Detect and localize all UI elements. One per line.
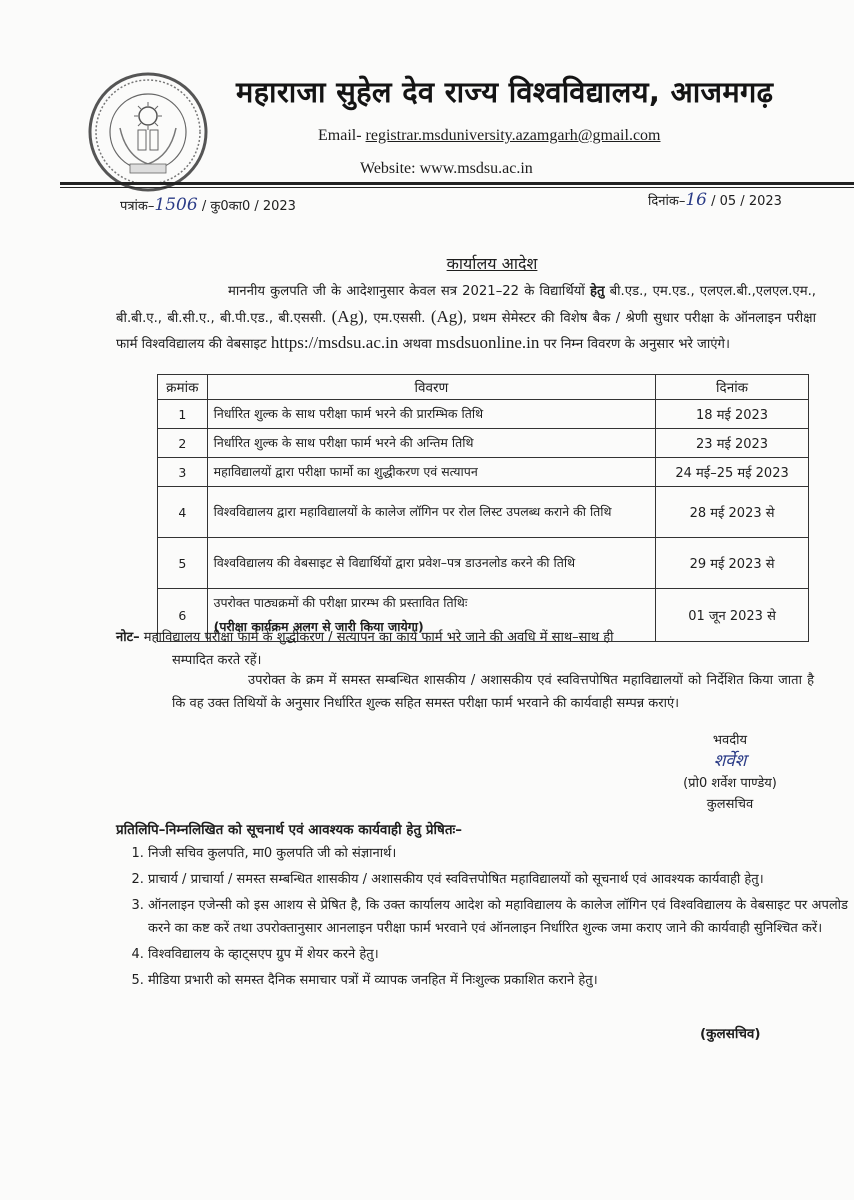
order-text-ag: (Ag) [430,306,463,326]
order-text-bold: हेतु [589,284,605,299]
online-portal-url[interactable]: msdsuonline.in [435,333,540,352]
row-date: 28 मई 2023 से [656,487,809,538]
order-text: , एम.एससी. [363,310,431,326]
signature-block [650,730,810,815]
row-serial: 3 [158,458,208,487]
order-text: , प्रथम सेमेस्टर की विशेष बैक / श्रेणी सुधार परीक्षा के ऑनलाइन परीक्षा फार्म विश्वविद्यालय की वेबसाइट [116,310,816,352]
list-item: 2. प्राचार्य / प्राचार्या / समस्त सम्बन्धित शासकीय / अशासकीय एवं स्ववित्तपोषित महाविद्यालयों को सूचनार्थ एवं आवश्यक कार्यवाही हेतु। [148,868,848,891]
list-item: 3. ऑनलाइन एजेन्सी को इस आशय से प्रेषित है, कि उक्त कार्यालय आदेश को महाविद्यालय के कालेज लॉगिन एवं विश्वविद्यालय के वेबसाइट पर अपलोड करने का कष्ट करें तथा उपरोक्तानुसार आनलाइन परीक्षा फार्म भरवाने एवं ऑनलाइन निर्धारित शुल्क जमा कराए जाने की कार्यवाही सुनिश्चित करें। [148,894,848,940]
copy-to-list [116,842,848,995]
signatory-designation: कुलसचिव [706,797,754,812]
table-row [158,458,809,487]
email-link[interactable]: registrar.msduniversity.azamgarh@gmail.com [365,127,661,144]
row-description-text: उपरोक्त पाठ्यक्रमों की परीक्षा प्रारम्भ की प्रस्तावित तिथिः [213,595,468,610]
date-handwritten-day: 16 [685,190,707,210]
row-description: निर्धारित शुल्क के साथ परीक्षा फार्म भरने की अन्तिम तिथि [207,429,656,458]
copy-to-signoff: (कुलसचिव) [700,1026,761,1042]
order-text: माननीय कुलपति जी के आदेशानुसार केवल सत्र 2021–22 के विद्यार्थियों [228,284,590,299]
list-item: 4. विश्वविद्यालय के व्हाट्सएप ग्रुप में शेयर करने हेतु। [148,943,848,966]
row-serial: 4 [158,487,208,538]
order-paragraph [116,280,816,358]
directive-paragraph [172,669,814,715]
header-rule-thick [60,182,854,185]
schedule-header-row [158,375,809,400]
closing-text: भवदीय [712,733,748,748]
copy-to-heading: प्रतिलिपि–निम्नलिखित को सूचनार्थ एवं आवश्यक कार्यवाही हेतु प्रेषितः– [116,822,463,838]
table-row [158,538,809,589]
date-suffix: / 05 / 2023 [706,194,782,209]
header-description: विवरण [207,375,656,400]
row-description: निर्धारित शुल्क के साथ परीक्षा फार्म भरने की प्रारम्भिक तिथि [207,400,656,429]
reference-number [120,195,296,215]
order-text-ag: (Ag) [331,306,364,326]
handwritten-signature: शर्वेश [713,751,747,771]
row-serial: 5 [158,538,208,589]
note-text: महाविद्यालय परीक्षा फार्म के शुद्धीकरण / सत्यापन का कार्य फार्म भरे जाने की अवधि में साथ–साथ ही [139,630,614,645]
header-rule-thin [60,187,854,188]
order-text: अथवा [398,337,436,352]
patrank-label: पत्रांक– [120,199,155,214]
directive-text: उपरोक्त के क्रम में समस्त सम्बन्धित शासकीय / अशासकीय एवं स्ववित्तपोषित महाविद्यालयों को निर्देशित किया जाता है कि वह उक्त तिथियों के अनुसार निर्धारित शुल्क सहित समस्त परीक्षा फार्म भरवाने की कार्यवाही सम्पन्न कराएं। [172,673,814,711]
table-row [158,429,809,458]
row-description: विश्वविद्यालय की वेबसाइट से विद्यार्थियों द्वारा प्रवेश–पत्र डाउनलोड करने की तिथि [207,538,656,589]
date-label: दिनांक– [648,194,686,209]
header-serial: क्रमांक [158,375,208,400]
list-item: 5. मीडिया प्रभारी को समस्त दैनिक समाचार पत्रों में व्यापक जनहित में निःशुल्क प्रकाशित कराने हेतु। [148,969,848,992]
header-date: दिनांक [656,375,809,400]
order-text: पर निम्न विवरण के अनुसार भरे जाएंगे। [539,337,730,352]
row-serial: 6 [158,589,208,642]
row-description: विश्वविद्यालय द्वारा महाविद्यालयों के कालेज लॉगिन पर रोल लिस्ट उपलब्ध कराने की तिथि [207,487,656,538]
order-heading-wrap [0,252,854,274]
university-seal-icon [84,68,212,196]
website-url[interactable]: https://msdsu.ac.in [270,333,399,352]
signatory-name: (प्रो0 शर्वेश पाण्डेय) [683,776,777,791]
row-date: 24 मई–25 मई 2023 [656,458,809,487]
table-row [158,400,809,429]
row-serial: 2 [158,429,208,458]
row-date: 23 मई 2023 [656,429,809,458]
document-date [648,190,782,210]
email-label: Email- [318,127,366,144]
note-label: नोट– [116,630,140,645]
note-block [116,626,816,672]
order-heading: कार्यालय आदेश [446,254,538,273]
patrank-handwritten-number: 1506 [154,195,198,215]
row-description: महाविद्यालयों द्वारा परीक्षा फार्मो का शुद्धीकरण एवं सत्यापन [207,458,656,487]
note-text-continued: सम्पादित करते रहें। [172,653,262,668]
row-date: 18 मई 2023 [656,400,809,429]
list-item: 1. निजी सचिव कुलपति, मा0 कुलपति जी को संज्ञानार्थ। [148,842,848,865]
order-text: बी.एड., एम.एड., एलएल.बी.,एलएल.एम., बी.बी.ए., बी.सी.ए., बी.पी.एड., बी.एससी. [116,284,816,326]
email-line [318,127,661,145]
schedule-table [157,374,809,642]
row-date: 01 जून 2023 से [656,589,809,642]
patrank-suffix: / कु0का0 / 2023 [197,199,296,214]
row-description-note: (परीक्षा कार्यक्रम अलग से जारी किया जायेगा) [213,619,424,634]
table-row [158,487,809,538]
row-date: 29 मई 2023 से [656,538,809,589]
university-name: महाराजा सुहेल देव राज्य विश्वविद्यालय, आजमगढ़ [236,75,774,109]
row-serial: 1 [158,400,208,429]
website-text: Website: www.msdsu.ac.in [360,160,533,177]
